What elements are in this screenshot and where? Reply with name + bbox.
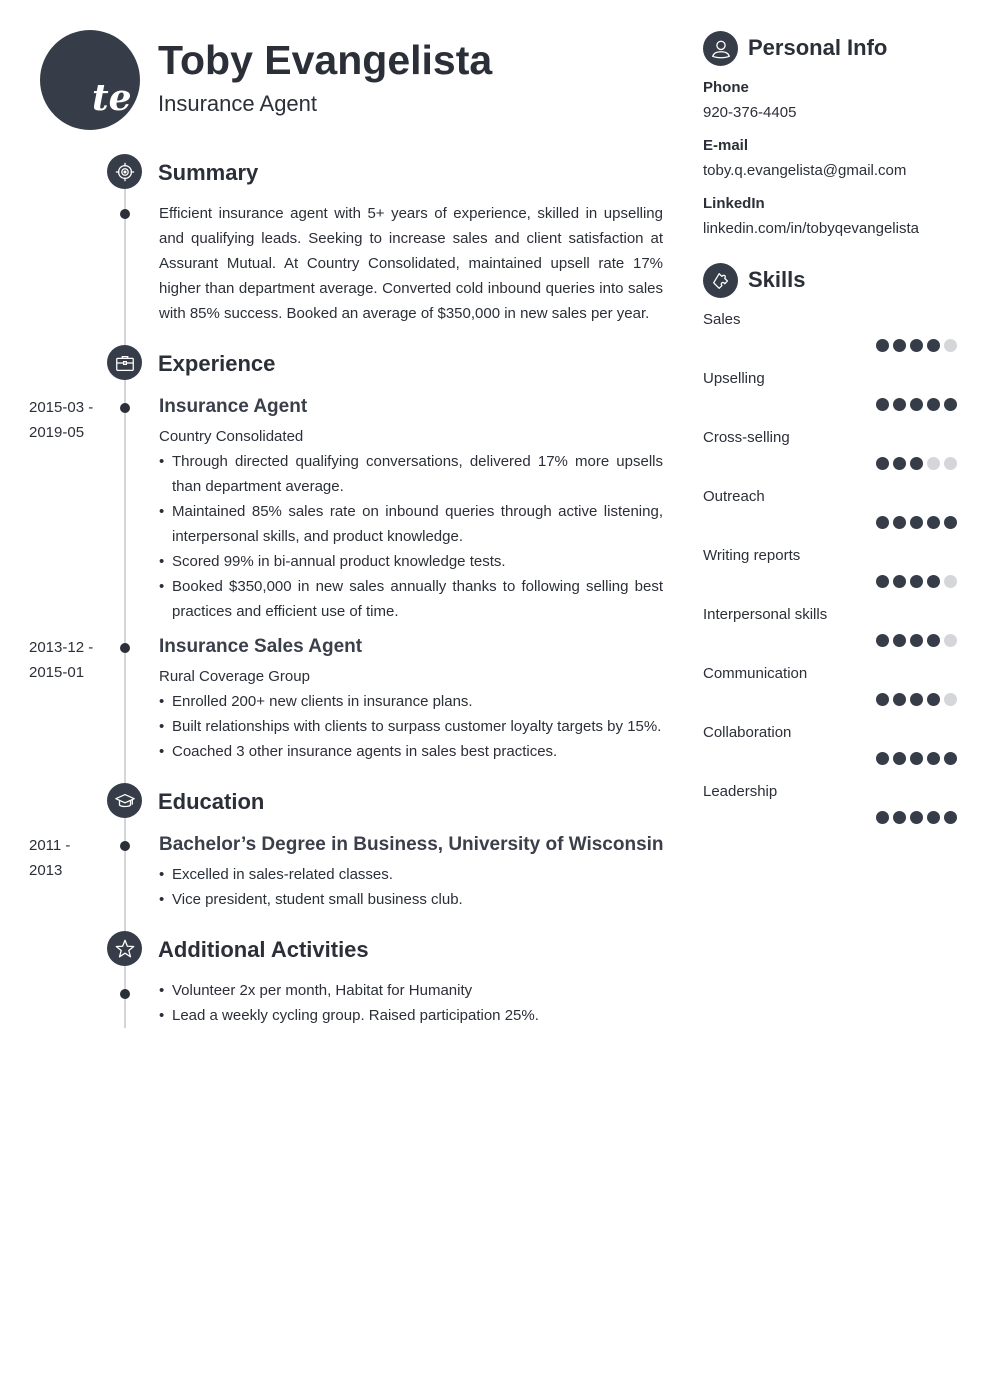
rating-dot-filled	[910, 693, 923, 706]
list-item: • Enrolled 200+ new clients in insurance plans.	[159, 689, 663, 714]
target-icon	[107, 154, 142, 189]
list-item: • Vice president, student small business club.	[159, 887, 663, 912]
rating-dot-filled	[876, 398, 889, 411]
skill-rating	[876, 752, 961, 766]
list-item: • Lead a weekly cycling group. Raised participation 25%.	[159, 1003, 663, 1028]
rating-dot-filled	[893, 693, 906, 706]
rating-dot-filled	[927, 752, 940, 765]
rating-dot-filled	[893, 634, 906, 647]
job-date-end: 2015-01	[29, 664, 85, 681]
edu-date-start: 2011 -	[29, 837, 71, 854]
list-item: • Volunteer 2x per month, Habitat for Humanity	[159, 978, 663, 1003]
skill-rating	[876, 398, 961, 412]
list-item: • Built relationships with clients to surpass customer loyalty targets by 15%.	[159, 714, 663, 739]
rating-dot-filled	[876, 634, 889, 647]
job-bullets	[159, 449, 663, 624]
list-item: • Excelled in sales-related classes.	[159, 862, 663, 887]
education-heading: Education	[158, 789, 265, 814]
job-title: Insurance Agent	[159, 396, 308, 417]
timeline-dot	[120, 403, 130, 413]
candidate-name: Toby Evangelista	[158, 37, 493, 83]
summary-text: Efficient insurance agent with 5+ years of experience, skilled in upselling and qualifying leads. Seeking to increase sales and client satisfaction at Assurant Mutual. At Country Consolidated, maintained upsell rate 17% higher than department average. Converted cold inbound queries into sales with 85% success. Booked an average of $350,000 in new sales per year.	[159, 205, 663, 322]
phone-value: 920-376-4405	[703, 104, 797, 121]
list-item: • Scored 99% in bi-annual product knowledge tests.	[159, 549, 663, 574]
rating-dot-filled	[876, 516, 889, 529]
rating-dot-empty	[944, 339, 957, 352]
rating-dot-filled	[927, 339, 940, 352]
summary-heading: Summary	[158, 160, 259, 185]
activities-heading: Additional Activities	[158, 937, 369, 962]
rating-dot-filled	[944, 516, 957, 529]
rating-dot-filled	[910, 634, 923, 647]
rating-dot-filled	[927, 811, 940, 824]
rating-dot-filled	[876, 693, 889, 706]
experience-heading: Experience	[158, 351, 276, 376]
rating-dot-filled	[927, 398, 940, 411]
rating-dot-filled	[893, 811, 906, 824]
rating-dot-filled	[876, 811, 889, 824]
rating-dot-filled	[893, 752, 906, 765]
rating-dot-filled	[876, 752, 889, 765]
skill-name: Interpersonal skills	[703, 606, 828, 623]
skill-name: Collaboration	[703, 724, 792, 741]
job-date-start: 2015-03 -	[29, 399, 94, 416]
linkedin-label: LinkedIn	[703, 195, 765, 212]
email-value: toby.q.evangelista@gmail.com	[703, 162, 907, 179]
rating-dot-filled	[927, 516, 940, 529]
linkedin-value: linkedin.com/in/tobyqevangelista	[703, 220, 919, 237]
list-item: • Coached 3 other insurance agents in sales best practices.	[159, 739, 663, 764]
rating-dot-empty	[944, 575, 957, 588]
list-item: • Through directed qualifying conversations, delivered 17% more upsells than department average.	[159, 449, 663, 499]
rating-dot-filled	[876, 457, 889, 470]
rating-dot-empty	[944, 693, 957, 706]
rating-dot-filled	[944, 811, 957, 824]
avatar-initials: te	[92, 77, 132, 119]
puzzle-icon	[703, 263, 738, 298]
rating-dot-filled	[910, 457, 923, 470]
education-bullets	[159, 862, 663, 912]
rating-dot-filled	[927, 575, 940, 588]
edu-date-end: 2013	[29, 862, 63, 879]
skill-rating	[876, 516, 961, 530]
timeline-dot	[120, 209, 130, 219]
skill-rating	[876, 811, 961, 825]
skill-rating	[876, 575, 961, 589]
list-item: • Maintained 85% sales rate on inbound queries through active listening, interpersonal skills, and product knowledge.	[159, 499, 663, 549]
skill-name: Cross-selling	[703, 429, 790, 446]
rating-dot-filled	[910, 516, 923, 529]
briefcase-icon	[107, 345, 142, 380]
skill-name: Upselling	[703, 370, 765, 387]
skill-rating	[876, 457, 961, 471]
skill-rating	[876, 339, 961, 353]
job-date-start: 2013-12 -	[29, 639, 94, 656]
timeline-line	[124, 378, 126, 784]
timeline-dot	[120, 989, 130, 999]
rating-dot-filled	[876, 339, 889, 352]
timeline-dot	[120, 841, 130, 851]
skill-name: Outreach	[703, 488, 765, 505]
star-icon	[107, 931, 142, 966]
rating-dot-filled	[927, 634, 940, 647]
personal-info-heading: Personal Info	[748, 35, 888, 60]
rating-dot-filled	[893, 457, 906, 470]
timeline-dot	[120, 643, 130, 653]
timeline-line	[124, 816, 126, 932]
list-item: • Booked $350,000 in new sales annually thanks to following selling best practices and efficient use of time.	[159, 574, 663, 624]
phone-label: Phone	[703, 79, 749, 96]
rating-dot-filled	[910, 752, 923, 765]
degree-title: Bachelor’s Degree in Business, University of Wisconsin	[159, 834, 664, 855]
job-company: Rural Coverage Group	[159, 668, 310, 685]
user-icon	[703, 31, 738, 66]
rating-dot-filled	[927, 693, 940, 706]
graduation-cap-icon	[107, 783, 142, 818]
rating-dot-filled	[893, 575, 906, 588]
skill-name: Communication	[703, 665, 808, 682]
job-date-end: 2019-05	[29, 424, 85, 441]
skill-name: Leadership	[703, 783, 778, 800]
activities-bullets	[159, 978, 663, 1028]
rating-dot-filled	[944, 398, 957, 411]
skill-rating	[876, 634, 961, 648]
job-bullets	[159, 689, 663, 764]
skill-name: Sales	[703, 311, 741, 328]
skills-heading: Skills	[748, 267, 806, 292]
rating-dot-filled	[910, 339, 923, 352]
rating-dot-filled	[876, 575, 889, 588]
rating-dot-filled	[944, 752, 957, 765]
rating-dot-filled	[893, 339, 906, 352]
candidate-role: Insurance Agent	[158, 91, 318, 116]
job-title: Insurance Sales Agent	[159, 636, 363, 657]
rating-dot-filled	[910, 398, 923, 411]
skill-rating	[876, 693, 961, 707]
rating-dot-empty	[944, 457, 957, 470]
rating-dot-filled	[893, 516, 906, 529]
rating-dot-filled	[893, 398, 906, 411]
rating-dot-filled	[910, 575, 923, 588]
skill-name: Writing reports	[703, 547, 801, 564]
job-company: Country Consolidated	[159, 428, 304, 445]
rating-dot-filled	[910, 811, 923, 824]
rating-dot-empty	[927, 457, 940, 470]
email-label: E-mail	[703, 137, 749, 154]
rating-dot-empty	[944, 634, 957, 647]
